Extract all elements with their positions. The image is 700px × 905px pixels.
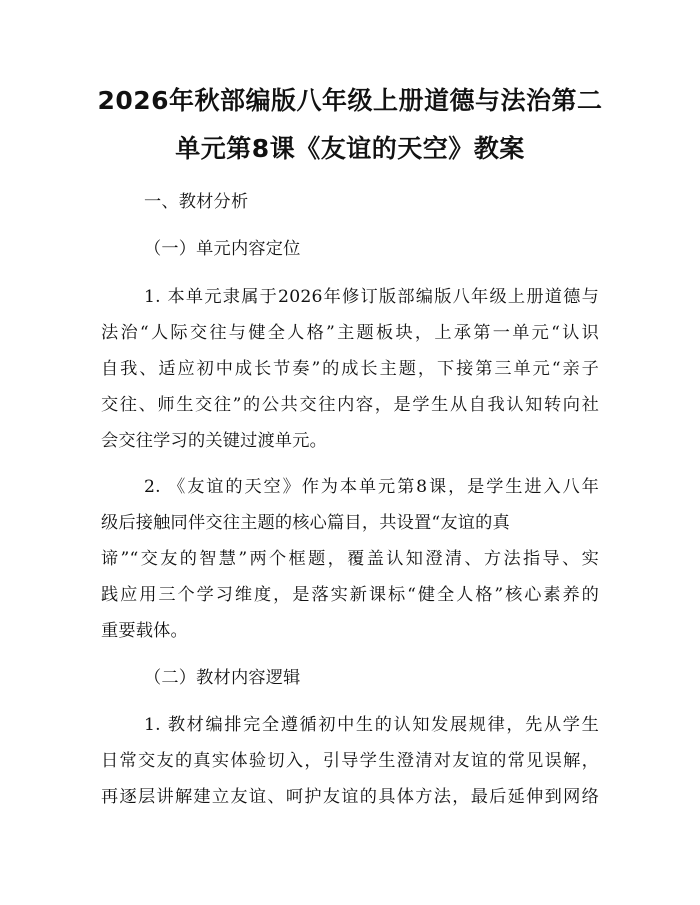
paragraph-3-line-3: 再逐层讲解建立友谊、呵护友谊的具体方法，最后延伸到网络	[101, 787, 599, 807]
paragraph-2-line-3: 谛”“交友的智慧”两个框题，覆盖认知澄清、方法指导、实	[101, 549, 599, 569]
subsection-heading-unit-positioning: （一）单元内容定位	[144, 239, 301, 259]
paragraph-1-line-5: 会交往学习的关键过渡单元。	[101, 431, 328, 451]
paragraph-2-line-5: 重要载体。	[101, 621, 188, 641]
paragraph-2-line-2: 级后接触同伴交往主题的核心篇目，共设置“友谊的真	[101, 513, 510, 533]
paragraph-2-line-4: 践应用三个学习维度，是落实新课标“健全人格”核心素养的	[101, 585, 599, 605]
document-title-line-1: 2026年秋部编版八年级上册道德与法治第二	[97, 86, 603, 115]
section-heading-teaching-material-analysis: 一、教材分析	[144, 192, 249, 212]
paragraph-1-line-2: 法治“人际交往与健全人格”主题板块，上承第一单元“认识	[101, 323, 599, 343]
paragraph-1-line-1: 1. 本单元隶属于2026年修订版部编版八年级上册道德与	[144, 287, 599, 307]
document-title-line-2: 单元第8课《友谊的天空》教案	[175, 134, 525, 163]
paragraph-3-line-2: 日常交友的真实体验切入，引导学生澄清对友谊的常见误解，	[101, 751, 599, 771]
paragraph-2-line-1: 2. 《友谊的天空》作为本单元第8课，是学生进入八年	[144, 477, 599, 497]
paragraph-3-line-1: 1. 教材编排完全遵循初中生的认知发展规律，先从学生	[144, 715, 599, 735]
paragraph-1-line-4: 交往、师生交往”的公共交往内容，是学生从自我认知转向社	[101, 395, 599, 415]
paragraph-1-line-3: 自我、适应初中成长节奏”的成长主题，下接第三单元“亲子	[101, 359, 599, 379]
subsection-heading-content-logic: （二）教材内容逻辑	[144, 668, 301, 688]
